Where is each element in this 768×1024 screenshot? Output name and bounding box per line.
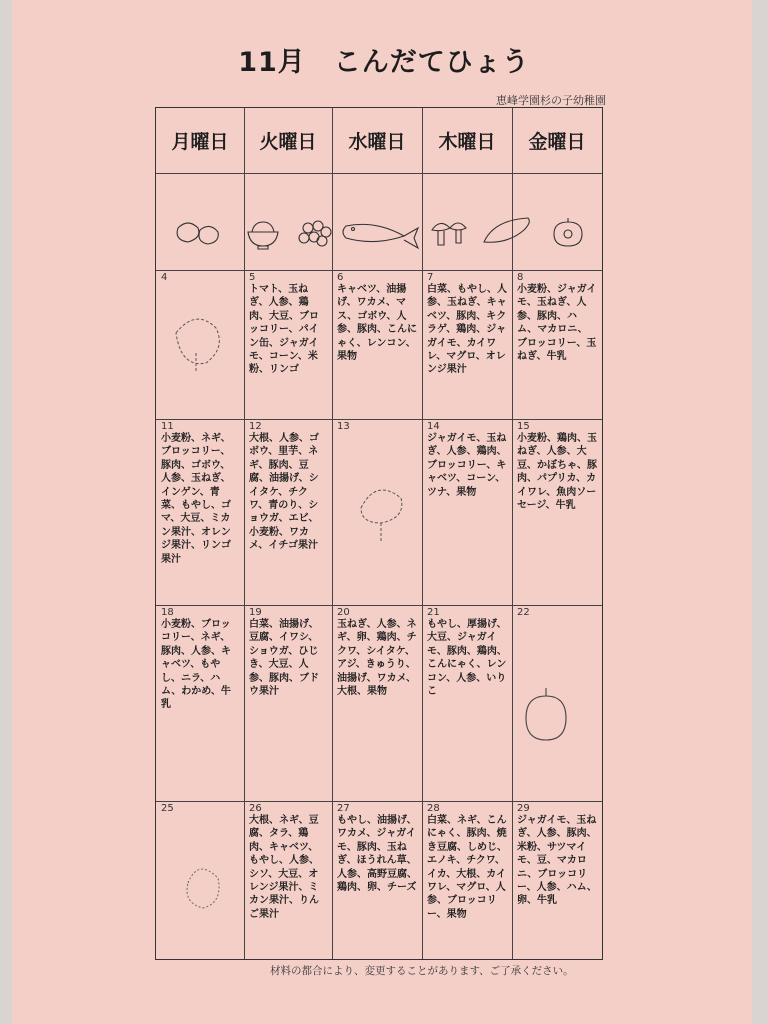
mushroom-icon xyxy=(432,223,466,245)
header-wednesday: 水曜日 xyxy=(348,131,406,153)
menu-cell xyxy=(244,801,330,959)
date-label: 4 xyxy=(161,272,168,283)
menu-cell xyxy=(156,605,242,801)
menu-cell xyxy=(244,270,330,419)
menu-text: 小麦粉、ネギ、ブロッコリー、豚肉、ゴボウ、人参、玉ねぎ、インゲン、青菜、もやし、ゴマ、大豆、ミカン果汁、オレンジ果汁、リンゴ果汁 xyxy=(161,433,231,565)
menu-text: もやし、油揚げ、ワカメ、ジャガイモ、豚肉、玉ねぎ、ほうれん草、人参、高野豆腐、鶏肉、卵、チーズ xyxy=(337,815,417,894)
header-thursday: 木曜日 xyxy=(438,131,496,153)
menu-text: 小麦粉、鶏肉、玉ねぎ、人参、大豆、かぼちゃ、豚肉、パプリカ、カイワレ、魚肉ソーセージ、牛乳 xyxy=(517,433,597,512)
menu-text: 白菜、もやし、人参、玉ねぎ、キャベツ、豚肉、キクラゲ、鶏肉、ジャガイモ、カイワレ、マグロ、オレンジ果汁 xyxy=(427,284,507,376)
menu-cell xyxy=(512,270,600,419)
date-label: 22 xyxy=(517,607,530,618)
squash-doodle-icon xyxy=(516,678,576,753)
date-label: 19 xyxy=(249,607,262,618)
menu-cell xyxy=(156,419,242,605)
menu-text: もやし、厚揚げ、大豆、ジャガイモ、豚肉、鶏肉、こんにゃく、レンコン、人参、いりこ xyxy=(427,619,507,698)
sweet-potato-icon xyxy=(484,218,529,242)
menu-text: 白菜、ネギ、こんにゃく、豚肉、焼き豆腐、しめじ、エノキ、チクワ、イカ、大根、カイワレ、マグロ、人参、ブロッコリー、果物 xyxy=(427,815,507,920)
menu-cell xyxy=(244,605,330,801)
menu-text: トマト、玉ねぎ、人参、鶏肉、大豆、ブロッコリー、パイン缶、ジャガイモ、コーン、米粉、リンゴ xyxy=(249,284,319,376)
date-label: 20 xyxy=(337,607,350,618)
menu-text: 白菜、油揚げ、豆腐、イワシ、ショウガ、ひじき、大豆、人参、豚肉、ブドウ果汁 xyxy=(249,619,319,698)
pumpkin-icon xyxy=(554,218,582,246)
date-label: 21 xyxy=(427,607,440,618)
food-illustrations xyxy=(156,208,604,268)
menu-cell xyxy=(332,801,420,959)
chestnut-icon xyxy=(177,223,218,244)
menu-cell xyxy=(422,270,510,419)
date-label: 29 xyxy=(517,803,530,814)
chestnut-doodle-icon xyxy=(176,843,236,923)
menu-cell xyxy=(422,801,510,959)
menu-text: 小麦粉、ジャガイモ、玉ねぎ、人参、豚肉、ハム、マカロニ、ブロッコリー、玉ねぎ、牛乳 xyxy=(517,284,597,363)
menu-cell xyxy=(244,419,330,605)
date-label: 5 xyxy=(249,272,256,283)
date-label: 6 xyxy=(337,272,344,283)
menu-text: ジャガイモ、玉ねぎ、人参、鶏肉、ブロッコリー、キャベツ、コーン、ツナ、果物 xyxy=(427,433,507,498)
menu-cell xyxy=(422,605,510,801)
header-tuesday: 火曜日 xyxy=(259,131,317,153)
menu-cell xyxy=(512,419,600,605)
header-monday: 月曜日 xyxy=(171,131,229,153)
menu-text: 大根、人参、ゴボウ、里芋、ネギ、豚肉、豆腐、油揚げ、シイタケ、チクワ、青のり、ショウガ、エビ、小麦粉、ワカメ、イチゴ果汁 xyxy=(249,433,319,552)
header-friday: 金曜日 xyxy=(528,131,586,153)
date-label: 8 xyxy=(517,272,524,283)
fish-icon xyxy=(343,224,418,248)
tree-doodle-icon xyxy=(346,468,416,548)
date-label: 18 xyxy=(161,607,174,618)
school-name: 恵峰学園杉の子幼稚園 xyxy=(496,94,606,107)
menu-text: 大根、ネギ、豆腐、タラ、鶏肉、キャベツ、もやし、人参、シソ、大豆、オレンジ果汁、ミカン果汁、りんご果汁 xyxy=(249,815,319,920)
menu-cell xyxy=(422,419,510,605)
rice-bowl-icon xyxy=(248,222,278,249)
date-label: 28 xyxy=(427,803,440,814)
menu-text: キャベツ、油揚げ、ワカメ、マス、ゴボウ、人参、豚肉、こんにゃく、レンコン、果物 xyxy=(337,284,417,363)
page-title: 11月 こんだてひょう xyxy=(238,47,530,78)
menu-text: 玉ねぎ、人参、ネギ、卵、鶏肉、チクワ、シイタケ、アジ、きゅうり、油揚げ、ワカメ、大根、果物 xyxy=(337,619,417,698)
date-label: 27 xyxy=(337,803,350,814)
date-label: 13 xyxy=(337,421,350,432)
date-label: 26 xyxy=(249,803,262,814)
date-label: 7 xyxy=(427,272,434,283)
row-divider xyxy=(156,173,602,174)
date-label: 12 xyxy=(249,421,262,432)
date-label: 14 xyxy=(427,421,440,432)
beans-icon xyxy=(299,221,331,246)
footnote: 材料の都合により、変更することがあります、ご了承ください。 xyxy=(270,965,574,977)
menu-calendar-table xyxy=(155,107,603,960)
date-label: 15 xyxy=(517,421,530,432)
menu-cell xyxy=(332,605,420,801)
menu-text: ジャガイモ、玉ねぎ、人参、豚肉、米粉、サツマイモ、豆、マカロニ、ブロッコリー、人参、ハム、卵、牛乳 xyxy=(517,815,597,907)
leaf-doodle-icon xyxy=(166,303,236,383)
menu-text: 小麦粉、ブロッコリー、ネギ、豚肉、人参、キャベツ、もやし、ニラ、ハム、わかめ、牛乳 xyxy=(161,619,231,711)
menu-cell xyxy=(332,270,420,419)
date-label: 11 xyxy=(161,421,174,432)
menu-cell xyxy=(512,801,600,959)
date-label: 25 xyxy=(161,803,174,814)
